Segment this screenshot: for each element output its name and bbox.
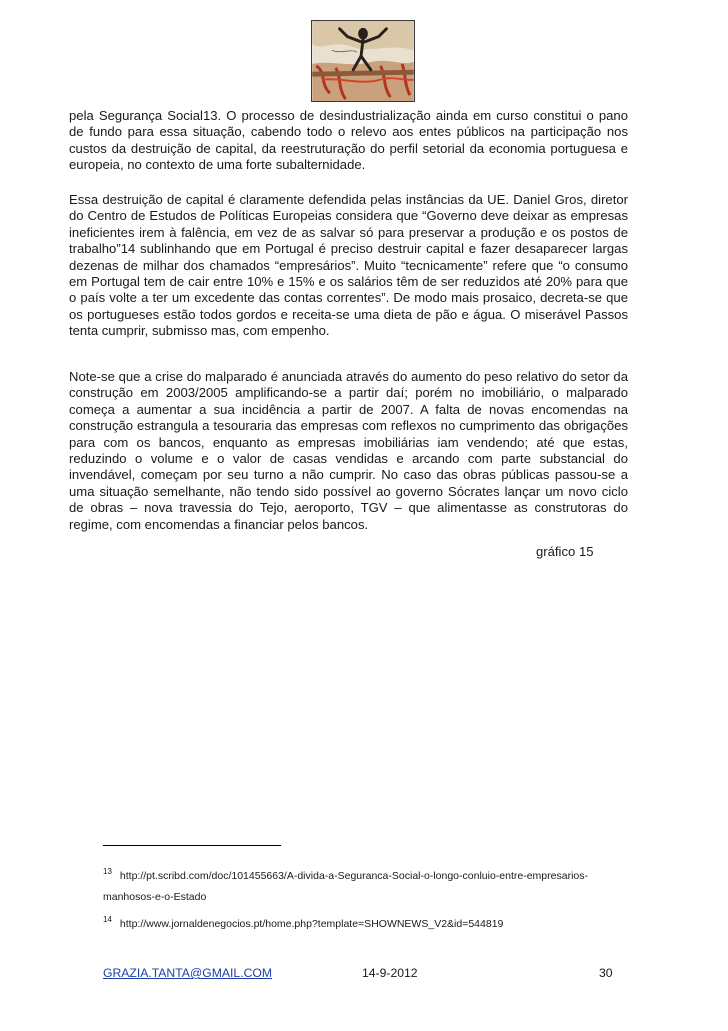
footer-date: 14-9-2012	[362, 966, 418, 980]
paragraph-2-text-after: sublinhando que em Portugal é preciso destruir capital e fazer desaparecer largas dezenas de milhar dos chamados “empresários”. Muito “tecnicamente” refere que “o consumo em Portugal tem de cair entre 10% e 15% e os salários têm de ser reduzidos até 20% para que o país volte a ter um excedente das contas correntes”. De modo mais prosaico, decreta-se que os portugueses estão todos gordos e receita-se uma dieta de pão e água. O miserável Passos tenta cumprir, submisso mas, com empenho.	[69, 241, 628, 339]
footnote-separator	[103, 845, 281, 846]
footer-page-number: 30	[599, 966, 613, 980]
footnote-13	[103, 861, 623, 908]
footnote-14	[103, 909, 623, 935]
page-footer	[0, 965, 728, 983]
footnote-ref-13: 13	[202, 108, 218, 123]
footnote-13-link[interactable]: http://pt.scribd.com/doc/101455663/A-divida-a-Seguranca-Social-o-longo-conluio-entre-empresarios-manhosos-e-o-Estado	[103, 870, 588, 903]
footer-email-link[interactable]: GRAZIA.TANTA@GMAIL.COM	[103, 966, 273, 980]
footnote-14-mark: 14	[103, 915, 112, 924]
paragraph-1-text-before: pela Segurança Social	[69, 108, 203, 123]
paragraph-1	[69, 108, 628, 174]
paragraph-3: Note-se que a crise do malparado é anunciada através do aumento do peso relativo do setor da construção em 2003/2005 amplificando-se a partir daí; porém no imobiliário, o malparado começa a aumentar a sua incidência a partir de 2007. A falta de novas encomendas na construção estrangula a tesouraria das empresas com reflexos no cumprimento das obrigações para com os bancos, enquanto as empresas imobiliárias iam vendendo; até que estas, reduzindo o volume e o valor de casas vendidas e arcando com parte substancial do invendável, começam por seu turno a não cumprir. No caso das obras públicas passou-se a uma situação semelhante, não tendo sido possível ao governo Sócrates lançar um novo ciclo de obras – nova travessia do Tejo, aeroporto, TGV – que alimentasse as construtoras do regime, com encomendas a financiar pelos bancos.	[69, 369, 628, 532]
paragraph-2	[69, 192, 628, 340]
footnote-13-mark: 13	[103, 867, 112, 876]
paragraph-1-text-after: . O processo de desindustrialização ainda em curso constitui o pano de fundo para essa situação, cabendo todo o relevo aos entes públicos na participação nos custos da destruição de capital, da reestruturação do perfil setorial da economia portuguesa e europeia, no contexto de uma forte subalternidade.	[69, 108, 628, 173]
header-logo-image	[311, 20, 415, 102]
graph-caption: gráfico 15	[536, 544, 594, 559]
paragraph-2-text-before: Essa destruição de capital é claramente defendida pelas instâncias da UE. Daniel Gros, diretor do Centro de Estudos de Políticas Europeias considera que “Governo deve deixar as empresas ineficientes irem à falência, em vez de as salvar só para preservar a produção e os postos de trabalho”	[69, 192, 628, 257]
footnote-ref-14: 14	[120, 241, 136, 257]
figure-on-bridge-painting-icon	[312, 21, 414, 101]
footnote-14-link[interactable]: http://www.jornaldenegocios.pt/home.php?template=SHOWNEWS_V2&id=544819	[119, 918, 504, 930]
